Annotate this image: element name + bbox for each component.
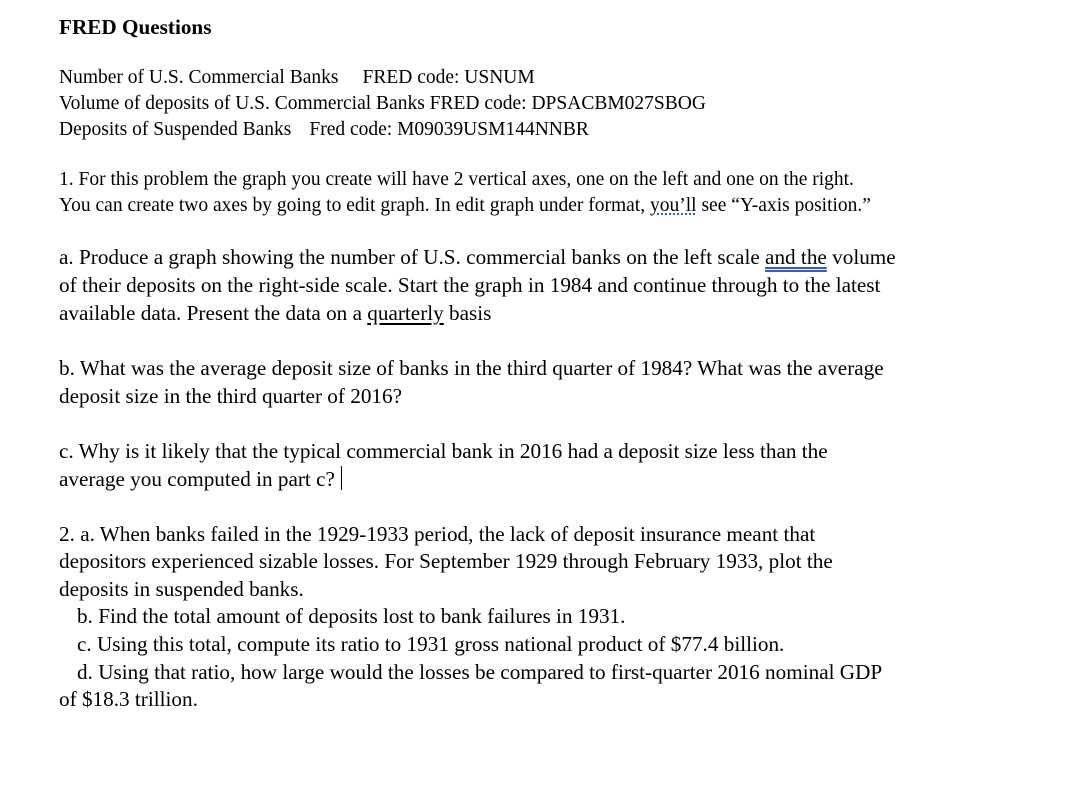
text-cursor: [341, 466, 342, 490]
grammar-flag: and the: [765, 245, 827, 269]
q2c-line: c. Using this total, compute its ratio to 1931 gross national product of $77.4 billion.: [77, 632, 785, 656]
q1b-line-2: deposit size in the third quarter of 2016?: [59, 384, 403, 408]
q1a-line-3: [59, 301, 491, 326]
underlined-word: quarterly: [367, 301, 444, 325]
q1b-line-1: b. What was the average deposit size of banks in the third quarter of 1984? What was the average: [59, 356, 884, 380]
series-code: Fred code: M09039USM144NNBR: [309, 119, 589, 140]
q1a-line-2: of their deposits on the right-side scale. Start the graph in 1984 and continue through to the latest: [59, 273, 881, 297]
q2d-line-1: d. Using that ratio, how large would the losses be compared to first-quarter 2016 nominal GDP: [77, 660, 883, 684]
q1a-text: available data. Present the data on a: [59, 301, 368, 325]
q1c-line-1: c. Why is it likely that the typical commercial bank in 2016 had a deposit size less than the: [59, 439, 828, 463]
q1-text: see “Y-axis position.”: [696, 195, 871, 216]
series-line-1: [59, 67, 535, 89]
q2b-line: b. Find the total amount of deposits lost to bank failures in 1931.: [77, 604, 626, 628]
q1a-text: volume: [826, 245, 896, 269]
q2d-line-2: of $18.3 trillion.: [59, 687, 198, 711]
series-name: Deposits of Suspended Banks: [59, 119, 292, 140]
series-line-2: [59, 93, 706, 115]
spellcheck-word: you’ll: [649, 195, 697, 216]
series-name: Number of U.S. Commercial Banks: [59, 67, 339, 88]
q1-line-1: 1. For this problem the graph you create will have 2 vertical axes, one on the left and one on the right.: [59, 169, 854, 190]
q1a-line-1: [59, 245, 896, 270]
q2a-line-2: depositors experienced sizable losses. For September 1929 through February 1933, plot the: [59, 549, 833, 573]
q1a-text: basis: [443, 301, 492, 325]
series-line-3: [59, 119, 589, 141]
page-title: FRED Questions: [59, 15, 212, 39]
q1c-text: average you computed in part c?: [59, 467, 335, 491]
q1a-text: a. Produce a graph showing the number of U.S. commercial banks on the left scale: [59, 245, 766, 269]
q1c-line-2: [59, 466, 342, 492]
series-code: FRED code: USNUM: [362, 67, 535, 88]
series-name: Volume of deposits of U.S. Commercial Banks: [59, 93, 425, 114]
q2a-line-3: deposits in suspended banks.: [59, 577, 304, 601]
q1-line-2: [59, 195, 871, 217]
q2a-line-1: 2. a. When banks failed in the 1929-1933 period, the lack of deposit insurance meant that: [59, 522, 816, 546]
series-code: FRED code: DPSACBM027SBOG: [429, 93, 706, 114]
q1-text: You can create two axes by going to edit graph. In edit graph under format,: [59, 195, 650, 216]
